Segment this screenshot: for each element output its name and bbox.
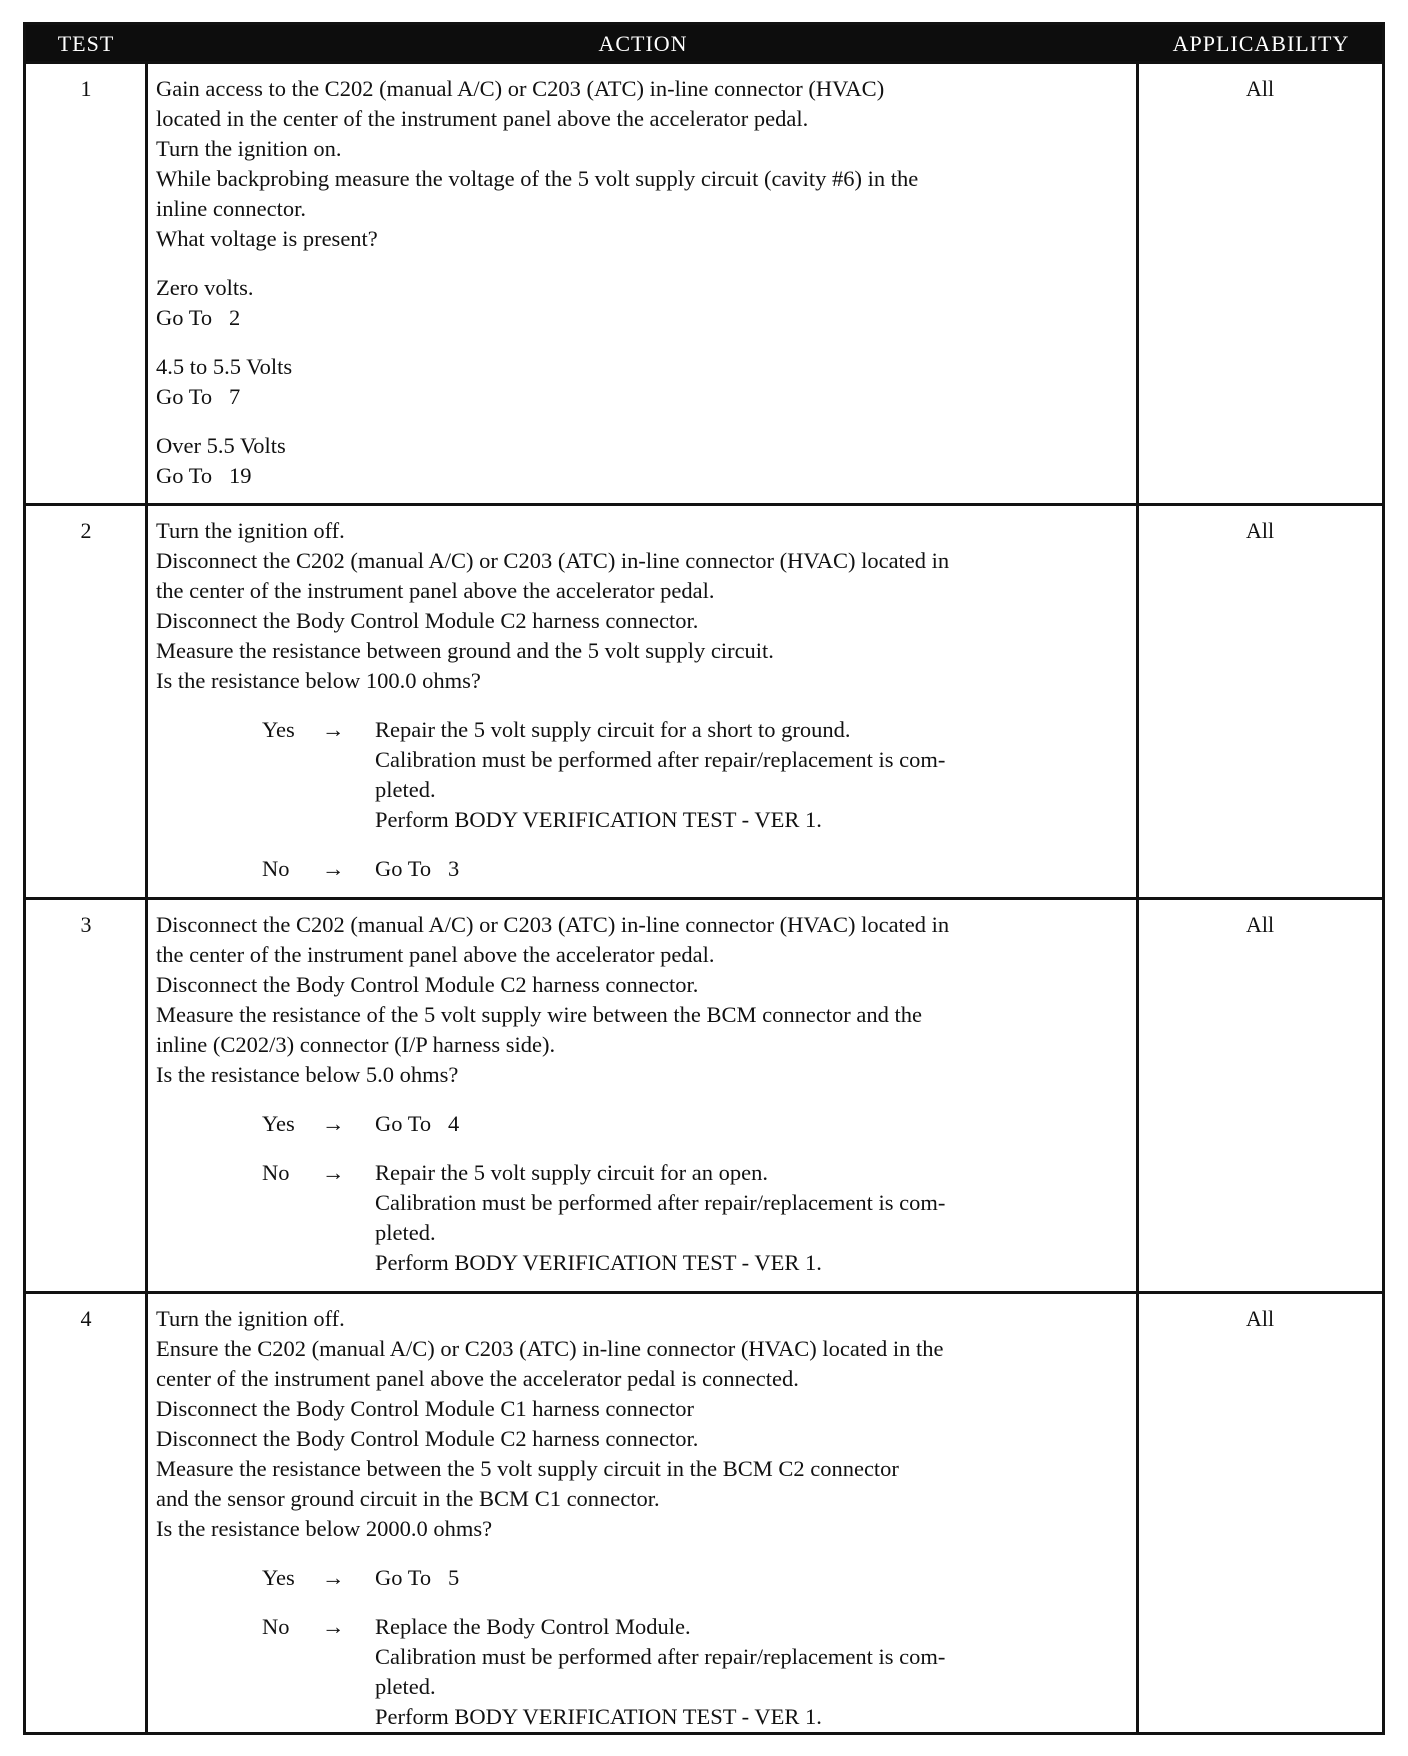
response-line: pleted. — [375, 777, 436, 802]
action-line: Measure the resistance between the 5 volt supply circuit in the BCM C2 connector — [156, 1456, 899, 1481]
test-row-1 — [26, 61, 1382, 503]
header-test: TEST — [57, 31, 115, 56]
response-line: Calibration must be performed after repair/replacement is com- — [375, 1190, 946, 1215]
response-line: Repair the 5 volt supply circuit for a short to ground. — [375, 717, 851, 742]
response-line: Perform BODY VERIFICATION TEST - VER 1. — [375, 1250, 822, 1275]
response-label: Yes — [262, 1565, 295, 1590]
no-response — [262, 1612, 1141, 1732]
action-line: Measure the resistance of the 5 volt supply wire between the BCM connector and the — [156, 1002, 923, 1027]
action-line: inline (C202/3) connector (I/P harness side). — [156, 1032, 556, 1057]
action-line: Is the resistance below 100.0 ohms? — [156, 668, 481, 693]
response-line: Repair the 5 volt supply circuit for an open. — [375, 1160, 769, 1185]
test-number: 1 — [80, 76, 92, 101]
action-line: While backprobing measure the voltage of the 5 volt supply circuit (cavity #6) in the — [156, 166, 919, 191]
table-header — [26, 25, 1382, 61]
response-line: Perform BODY VERIFICATION TEST - VER 1. — [375, 1704, 822, 1729]
action-line: Disconnect the C202 (manual A/C) or C203 (ATC) in-line connector (HVAC) located in — [156, 912, 950, 937]
action-line: Is the resistance below 5.0 ohms? — [156, 1062, 459, 1087]
action-line: Ensure the C202 (manual A/C) or C203 (ATC) in-line connector (HVAC) located in the — [156, 1336, 944, 1361]
header-action: ACTION — [598, 31, 688, 56]
arrow-icon: → — [322, 1614, 345, 1639]
action-line: Turn the ignition off. — [156, 1306, 345, 1331]
arrow-icon: → — [322, 717, 345, 742]
arrow-icon: → — [322, 1565, 345, 1590]
arrow-icon: → — [322, 1160, 345, 1185]
response-label: Yes — [262, 717, 295, 742]
no-response — [262, 1158, 1141, 1278]
test-action — [156, 910, 1141, 1278]
test-action — [156, 1304, 1141, 1732]
diagnostic-test-table — [23, 22, 1385, 1735]
action-line: Measure the resistance between ground and the 5 volt supply circuit. — [156, 638, 774, 663]
response-line: Perform BODY VERIFICATION TEST - VER 1. — [375, 807, 822, 832]
arrow-icon: → — [322, 1111, 345, 1136]
action-line: and the sensor ground circuit in the BCM C1 connector. — [156, 1486, 660, 1511]
option-goto: Go To 7 — [156, 384, 241, 409]
yes-response — [262, 715, 1141, 835]
option-goto: Go To 19 — [156, 463, 252, 488]
option-label: 4.5 to 5.5 Volts — [156, 354, 293, 379]
test-applicability: All — [1245, 76, 1275, 101]
test-row-2 — [26, 503, 1382, 897]
action-line: What voltage is present? — [156, 226, 378, 251]
test-applicability: All — [1245, 1306, 1275, 1331]
yes-response — [262, 1109, 1141, 1139]
action-line: Disconnect the Body Control Module C1 harness connector — [156, 1396, 695, 1421]
test-applicability: All — [1245, 912, 1275, 937]
test-number: 2 — [80, 518, 92, 543]
response-line: Replace the Body Control Module. — [375, 1614, 691, 1639]
response-label: Yes — [262, 1111, 295, 1136]
test-row-3 — [26, 897, 1382, 1291]
test-number: 4 — [80, 1306, 92, 1331]
action-line: Disconnect the Body Control Module C2 harness connector. — [156, 1426, 699, 1451]
test-action — [156, 74, 1141, 491]
yes-response — [262, 1563, 1141, 1593]
action-line: Disconnect the Body Control Module C2 harness connector. — [156, 972, 699, 997]
action-line: Turn the ignition off. — [156, 518, 345, 543]
response-line: Calibration must be performed after repair/replacement is com- — [375, 1644, 946, 1669]
no-response — [262, 854, 1141, 884]
response-line: Go To 4 — [375, 1111, 460, 1136]
option-label: Zero volts. — [156, 275, 254, 300]
option-label: Over 5.5 Volts — [156, 433, 286, 458]
test-action — [156, 516, 1141, 884]
arrow-icon: → — [322, 856, 345, 881]
response-line: Go To 5 — [375, 1565, 460, 1590]
action-line: Gain access to the C202 (manual A/C) or C203 (ATC) in-line connector (HVAC) — [156, 76, 885, 101]
response-label: No — [262, 856, 290, 881]
response-label: No — [262, 1160, 290, 1185]
test-number: 3 — [80, 912, 92, 937]
action-line: Disconnect the Body Control Module C2 harness connector. — [156, 608, 699, 633]
test-applicability: All — [1245, 518, 1275, 543]
response-line: pleted. — [375, 1220, 436, 1245]
test-row-4 — [26, 1291, 1382, 1732]
response-label: No — [262, 1614, 290, 1639]
header-applicability: APPLICABILITY — [1172, 31, 1350, 56]
action-line: Disconnect the C202 (manual A/C) or C203 (ATC) in-line connector (HVAC) located in — [156, 548, 950, 573]
response-line: pleted. — [375, 1674, 436, 1699]
action-line: Turn the ignition on. — [156, 136, 342, 161]
option-goto: Go To 2 — [156, 305, 241, 330]
response-line: Go To 3 — [375, 856, 460, 881]
action-line: the center of the instrument panel above the accelerator pedal. — [156, 578, 715, 603]
action-line: located in the center of the instrument panel above the accelerator pedal. — [156, 106, 809, 131]
action-line: center of the instrument panel above the accelerator pedal is connected. — [156, 1366, 799, 1391]
action-line: inline connector. — [156, 196, 306, 221]
response-line: Calibration must be performed after repair/replacement is com- — [375, 747, 946, 772]
action-line: the center of the instrument panel above the accelerator pedal. — [156, 942, 715, 967]
action-line: Is the resistance below 2000.0 ohms? — [156, 1516, 493, 1541]
